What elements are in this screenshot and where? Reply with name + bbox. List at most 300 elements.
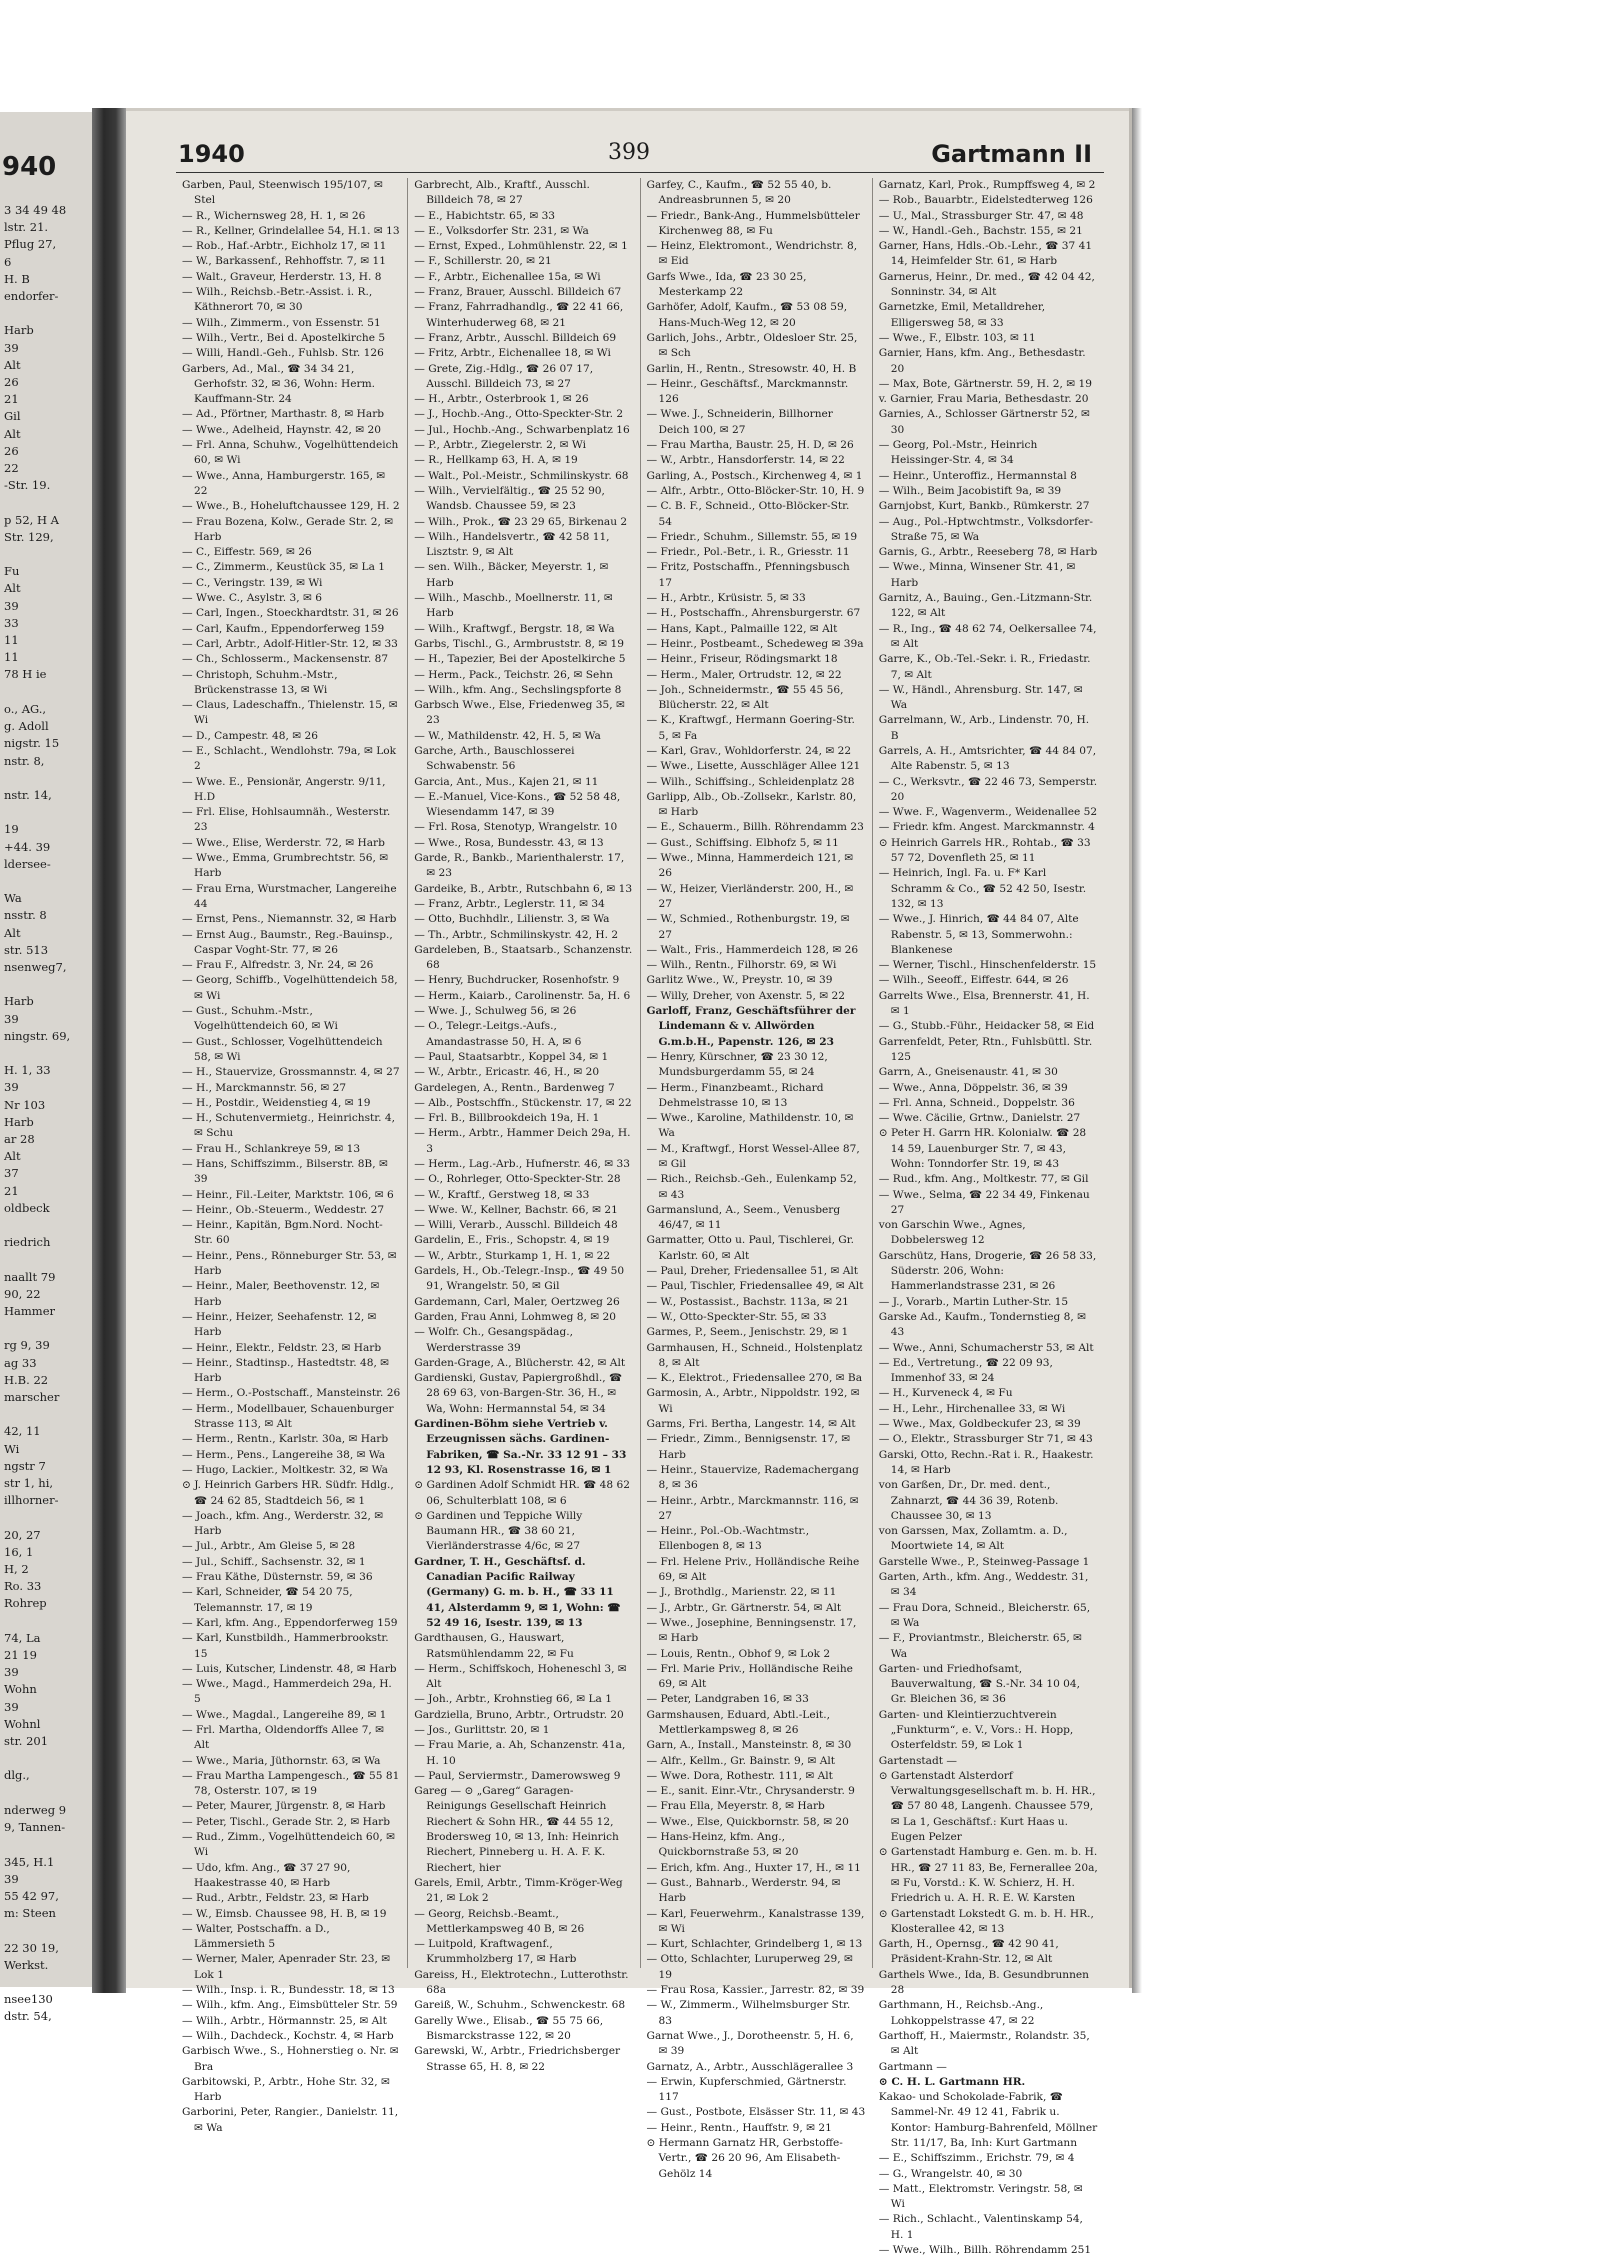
directory-entry: — Wwe., Lisette, Ausschläger Allee 121 [646, 760, 861, 773]
previous-page-line: nderweg 9 [4, 1802, 67, 1817]
directory-entry: Garmosin, A., Arbtr., Nippoldstr. 192, ✉ Wi [646, 1387, 860, 1415]
directory-entry: — F., Schillerstr. 20, ✉ 21 [414, 255, 552, 268]
directory-entry: Garms, Fri. Bertha, Langestr. 14, ✉ Alt [646, 1418, 856, 1431]
directory-entry: ⊙ Gardinen Adolf Schmidt HR. ☎ 48 62 06, Schulterblatt 108, ✉ 6 [414, 1479, 630, 1507]
book-gutter [92, 108, 126, 1993]
directory-entry: — R., Hellkamp 63, H. A, ✉ 19 [414, 454, 578, 467]
directory-entry: — Peter, Tischl., Gerade Str. 2, ✉ Harb [182, 1815, 390, 1828]
previous-page-line: ldersee- [4, 856, 51, 871]
directory-entry: Kakao- und Schokolade-Fabrik, ☎ Sammel-Nr. 49 12 41, Fabrik u. Kontor: Hamburg-Bahrenfeld, Möllner Str. 11/17, Ba, Inh: Kurt Gartmann [878, 2091, 1098, 2149]
directory-entry: — Alb., Postschffn., Stückenstr. 17, ✉ 22 [414, 1096, 632, 1109]
directory-entry: Garling, A., Postsch., Kirchenweg 4, ✉ 1 [646, 469, 863, 482]
directory-entry: — Wilh., Dachdeck., Kochstr. 4, ✉ Harb [182, 2029, 394, 2042]
directory-entry: — W., Postassist., Bachstr. 113a, ✉ 21 [646, 1295, 849, 1308]
directory-entry: Garbrecht, Alb., Kraftf., Ausschl. Billdeich 78, ✉ 27 [414, 179, 590, 207]
directory-entry: Garfey, C., Kaufm., ☎ 52 55 40, b. Andreasbrunnen 5, ✉ 20 [646, 179, 832, 207]
directory-entry: — Wilh., Prok., ☎ 23 29 65, Birkenau 2 [414, 515, 628, 528]
directory-entry: — Wilh., Handelsvertr., ☎ 42 58 11, Lisztstr. 9, ✉ Alt [414, 530, 610, 559]
directory-entry: — Wilh., Schiffsing., Schleidenplatz 28 [646, 775, 855, 788]
previous-page-line: 11 [4, 633, 19, 648]
directory-entry: — E., Schlacht., Wendlohstr. 79a, ✉ Lok 2 [182, 744, 397, 773]
directory-entry: — W., Handl.-Geh., Bachstr. 155, ✉ 21 [878, 224, 1083, 237]
directory-entry: — J., Vorarb., Martin Luther-Str. 15 [878, 1295, 1069, 1308]
previous-page-line: 345, H.1 [4, 1854, 55, 1869]
directory-entry: — Heinr., Fil.-Leiter, Marktstr. 106, ✉ 6 [182, 1188, 394, 1201]
directory-entry: — Rich., Reichsb.-Geh., Eulenkamp 52, ✉ 43 [646, 1173, 857, 1201]
directory-entry: — Hugo, Lackier., Moltkestr. 32, ✉ Wa [182, 1463, 388, 1476]
directory-entry: Garbsch Wwe., Else, Friedenweg 35, ✉ 23 [414, 699, 625, 727]
directory-entry: — Werner, Tischl., Hinschenfelderstr. 15 [878, 959, 1097, 972]
directory-entry: — Herm., O.-Postschaff., Mansteinstr. 26 [182, 1387, 401, 1400]
directory-entry: — Peter, Maurer, Jürgenstr. 8, ✉ Harb [182, 1800, 386, 1813]
directory-entry: — Jul., Hochb.-Ang., Schwarbenplatz 16 [414, 423, 630, 436]
directory-entry: Garthoff, H., Maiermstr., Rolandstr. 35, ✉ Alt [878, 2029, 1090, 2058]
directory-entry: — Wwe. Cäcilie, Grtnw., Danielstr. 27 [878, 1112, 1081, 1125]
directory-entry: — Willi, Handl.-Geh., Fuhlsb. Str. 126 [182, 347, 384, 360]
directory-entry: Garlin, H., Rentn., Stresowstr. 40, H. B [646, 362, 857, 375]
directory-entry: — Wolfr. Ch., Gesangspädag., Werderstrasse 39 [414, 1326, 573, 1354]
directory-entry: — Wwe., Anni, Schumacherstr 53, ✉ Alt [878, 1341, 1094, 1354]
directory-entry: — Frl. Martha, Oldendorffs Allee 7, ✉ Alt [182, 1723, 385, 1752]
directory-entry: — Frau Dora, Schneid., Bleicherstr. 65, ✉ Wa [878, 1601, 1091, 1629]
directory-entry: Garden-Grage, A., Blücherstr. 42, ✉ Alt [414, 1356, 626, 1369]
previous-page-line: str 1, hi, [4, 1476, 54, 1491]
directory-entry: — H., Stauervize, Grossmannstr. 4, ✉ 27 [182, 1066, 400, 1079]
directory-entry: Gardziella, Bruno, Arbtr., Ortrudstr. 20 [414, 1708, 624, 1721]
directory-entry: Garn, A., Install., Mansteinstr. 8, ✉ 30 [646, 1739, 852, 1752]
previous-page-line: Werkst. [4, 1957, 49, 1972]
previous-page-line: 20, 27 [4, 1527, 41, 1542]
directory-entry: — Rich., Schlacht., Valentinskamp 54, H. 1 [878, 2213, 1083, 2241]
directory-entry: — Wilh., Kraftwgf., Bergstr. 18, ✉ Wa [414, 622, 615, 635]
directory-entry: — Karl, kfm. Ang., Eppendorferweg 159 [182, 1616, 398, 1629]
directory-entry: von Garssen, Max, Zollamtm. a. D., Moortwiete 14, ✉ Alt [878, 1525, 1068, 1553]
directory-entry: — Jos., Gurlittstr. 20, ✉ 1 [414, 1723, 550, 1736]
directory-entry: — Rob., Haf.-Arbtr., Eichholz 17, ✉ 11 [182, 240, 387, 253]
directory-entry: — W., Kraftf., Gerstweg 18, ✉ 33 [414, 1188, 590, 1201]
directory-entry: — W., Schmied., Rothenburgstr. 19, ✉ 27 [646, 913, 850, 941]
directory-entry: Garthmann, H., Reichsb.-Ang., Lohkoppelstrasse 47, ✉ 22 [878, 1999, 1044, 2027]
directory-entry: — Wwe., Adelheid, Haynstr. 42, ✉ 20 [182, 423, 382, 436]
directory-entry: — H., Postdir., Weidenstieg 4, ✉ 19 [182, 1096, 371, 1109]
directory-entry: Garbitowski, P., Arbtr., Hohe Str. 32, ✉ Harb [182, 2075, 390, 2104]
previous-page-line: 39 [4, 1080, 19, 1095]
directory-entry: Garnier, Hans, kfm. Ang., Bethesdastr. 20 [878, 347, 1086, 375]
directory-entry: — Willi, Verarb., Ausschl. Billdeich 48 [414, 1219, 618, 1232]
previous-page-line [4, 1785, 92, 1802]
previous-page-line [4, 1217, 92, 1234]
directory-entry: — Heinr., Arbtr., Marckmannstr. 116, ✉ 27 [646, 1494, 859, 1522]
directory-entry: — Ed., Vertretung., ☎ 22 09 93, Immenhof 33, ✉ 24 [878, 1356, 1053, 1385]
directory-entry: — Karl, Feuerwehrm., Kanalstrasse 139, ✉ Wi [646, 1907, 865, 1935]
directory-entry: — Walt., Graveur, Herderstr. 13, H. 8 [182, 270, 382, 283]
directory-entry: — Gust., Schlosser, Vogelhüttendeich 58, ✉ Wi [182, 1035, 383, 1063]
directory-entry: — Ernst Aug., Baumstr., Reg.-Bauinsp., Caspar Voght-Str. 77, ✉ 26 [182, 928, 393, 956]
previous-page-line: 39 [4, 1699, 19, 1714]
previous-page-line: Alt [4, 357, 21, 372]
directory-entry: — Grete, Zig.-Hdlg., ☎ 26 07 17, Ausschl. Billdeich 73, ✉ 27 [414, 362, 594, 390]
previous-page-line: Alt [4, 1149, 21, 1164]
directory-entry: — Wilh., Maschb., Moellnerstr. 11, ✉ Harb [414, 592, 613, 620]
previous-page-line: endorfer- [4, 289, 59, 304]
directory-entry: — O., Rohrleger, Otto-Speckter-Str. 28 [414, 1173, 621, 1186]
previous-page-line: Gil [4, 409, 21, 424]
directory-entry: — Wwe., Elise, Werderstr. 72, ✉ Harb [182, 836, 385, 849]
directory-entry: — Herm., Pens., Langereihe 38, ✉ Wa [182, 1448, 386, 1461]
directory-entry: — Hans, Schiffszimm., Bilserstr. 8B, ✉ 39 [182, 1158, 388, 1186]
directory-entry: — Karl, Kunstbildh., Hammerbrookstr. 15 [182, 1632, 389, 1660]
directory-entry: — O., Telegr.-Leitgs.-Aufs., Amandastrasse 50, H. A, ✉ 6 [414, 1020, 582, 1048]
directory-entry: — Max, Bote, Gärtnerstr. 59, H. 2, ✉ 19 [878, 377, 1092, 390]
directory-entry: Garewski, W., Arbtr., Friedrichsberger Strasse 65, H. 8, ✉ 22 [414, 2045, 621, 2073]
previous-page-line: 22 30 19, [4, 1940, 59, 1955]
directory-entry: — C., Veringstr. 139, ✉ Wi [182, 576, 323, 589]
directory-entry: Garborini, Peter, Rangier., Danielstr. 11, ✉ Wa [182, 2106, 399, 2134]
previous-page-line [4, 1922, 92, 1939]
directory-entry: Gardienski, Gustav, Papiergroßhdl., ☎ 28 69 63, von-Bargen-Str. 36, H., ✉ Wa, Wohn: Hermannstal 54, ✉ 34 [414, 1372, 623, 1415]
directory-entry: Garstelle Wwe., P., Steinweg-Passage 1 [878, 1555, 1090, 1568]
previous-page-line: illhorner- [4, 1493, 59, 1508]
directory-entry: — Wilh., Rentn., Filhorstr. 69, ✉ Wi [646, 959, 837, 972]
directory-entry: — Wwe., Magdal., Langereihe 89, ✉ 1 [182, 1708, 387, 1721]
directory-entry: — W., Mathildenstr. 42, H. 5, ✉ Wa [414, 729, 601, 742]
page-number: 399 [608, 140, 650, 165]
directory-entry: Garnerus, Heinr., Dr. med., ☎ 42 04 42, Sonninstr. 34, ✉ Alt [878, 270, 1095, 299]
directory-entry: — W., Eimsb. Chaussee 98, H. B, ✉ 19 [182, 1907, 387, 1920]
previous-page-line: Harb [4, 994, 34, 1009]
directory-entry: — Heinr., Friseur, Rödingsmarkt 18 [646, 653, 838, 666]
directory-entry: — Heinr., Geschäftsf., Marckmannstr. 126 [646, 377, 849, 406]
directory-entry: Garnat Wwe., J., Dorotheenstr. 5, H. 6, ✉ 39 [646, 2029, 854, 2058]
directory-entry: — Wwe., Selma, ☎ 22 34 49, Finkenau 27 [878, 1188, 1090, 1216]
directory-entry: — H., Lehr., Hirchenallee 33, ✉ Wi [878, 1402, 1066, 1415]
directory-entry: — Wwe., F., Elbstr. 103, ✉ 11 [878, 331, 1036, 344]
previous-page-line [4, 1509, 92, 1526]
directory-entry: — H., Marckmannstr. 56, ✉ 27 [182, 1081, 347, 1094]
directory-entry: — F., Arbtr., Eichenallee 15a, ✉ Wi [414, 270, 601, 283]
directory-entry: — Wilh., kfm. Ang., Eimsbütteler Str. 59 [182, 1999, 398, 2012]
directory-entry: Garrn, A., Gneisenaustr. 41, ✉ 30 [878, 1066, 1058, 1079]
directory-entry: — Friedr., Pol.-Betr., i. R., Griesstr. 11 [646, 546, 850, 559]
previous-page-line: 74, La [4, 1630, 41, 1645]
directory-entry: Gardeike, B., Arbtr., Rutschbahn 6, ✉ 13 [414, 882, 633, 895]
directory-entry: Gareg — ⊙ „Gareg“ Garagen-Reinigungs Gesellschaft Heinrich Riechert & Sohn HR., ☎ 44 55 12, Brodersweg 10, ✉ 13, Inh: Heinrich Riechert, Pinneberg u. H. A. F. K. Riechert, hier [414, 1785, 619, 1874]
directory-entry: — J., Hochb.-Ang., Otto-Speckter-Str. 2 [414, 408, 624, 421]
directory-entry: — C. B. F., Schneid., Otto-Blöcker-Str. 54 [646, 500, 850, 528]
directory-columns [176, 178, 1104, 2257]
directory-entry: — Friedr., Bank-Ang., Hummelsbütteler Kirchenweg 88, ✉ Fu [646, 209, 860, 237]
directory-entry: — Wilh., Seeoff., Eiffestr. 644, ✉ 26 [878, 974, 1069, 987]
previous-page-line [4, 1750, 92, 1767]
directory-entry: Gardelin, E., Fris., Schopstr. 4, ✉ 19 [414, 1234, 610, 1247]
directory-entry: — Frau H., Schlankreye 59, ✉ 13 [182, 1142, 361, 1155]
directory-entry: — Frl. B., Billbrookdeich 19a, H. 1 [414, 1112, 600, 1125]
previous-page-line: dlg., [4, 1768, 30, 1783]
previous-page-line: Nr 103 [4, 1097, 46, 1112]
directory-entry: — Wwe., Rosa, Bundesstr. 43, ✉ 13 [414, 836, 604, 849]
directory-entry: — P., Arbtr., Ziegelerstr. 2, ✉ Wi [414, 439, 586, 452]
previous-page-line [4, 804, 92, 821]
directory-entry: Garelly Wwe., Elisab., ☎ 55 75 66, Bismarckstrasse 122, ✉ 20 [414, 2014, 604, 2042]
previous-page-line [4, 1251, 92, 1268]
directory-entry: Garmanslund, A., Seem., Venusberg 46/47, ✉ 11 [646, 1203, 841, 1232]
directory-entry: — C., Zimmerm., Keustück 35, ✉ La 1 [182, 561, 385, 574]
directory-entry: — Wwe., Minna, Hammerdeich 121, ✉ 26 [646, 852, 854, 880]
directory-entry: — Wwe., Maria, Jüthornstr. 63, ✉ Wa [182, 1754, 381, 1767]
previous-page-line: Rohrep [4, 1596, 47, 1611]
directory-entry: — E., Schiffszimm., Erichstr. 79, ✉ 4 [878, 2152, 1075, 2165]
previous-page-line: 21 [4, 1183, 19, 1198]
directory-entry: Gardthausen, G., Hauswart, Ratsmühlendamm 22, ✉ Fu [414, 1632, 574, 1660]
directory-entry: ⊙ Gartenstadt Hamburg e. Gen. m. b. H. HR., ☎ 27 11 83, Be, Fernerallee 20a, ✉ Fu, Vorstd.: K. W. Schierz, H. H. Friedrich u. A. H. R. E. W. Karsten [878, 1846, 1098, 1905]
directory-entry: — Georg, Schiffb., Vogelhüttendeich 58, ✉ Wi [182, 974, 398, 1002]
header-rule [176, 172, 1104, 173]
directory-entry: — Otto, Buchhdlr., Lilienstr. 3, ✉ Wa [414, 913, 610, 926]
directory-entry: Garlipp, Alb., Ob.-Zollsekr., Karlstr. 80, ✉ Harb [646, 790, 857, 819]
previous-page-line: nstr. 8, [4, 753, 45, 768]
directory-entry: — Wilh., Vervielfältig., ☎ 25 52 90, Wandsb. Chaussee 59, ✉ 23 [414, 484, 605, 513]
directory-entry: — Heinr., Postbeamt., Schedeweg ✉ 39a [646, 637, 864, 650]
directory-entry: — Wwe., Josephine, Benningsenstr. 17, ✉ Harb [646, 1616, 857, 1645]
previous-page-line [4, 1320, 92, 1337]
directory-entry: — Franz, Fahrradhandlg., ☎ 22 41 66, Winterhuderweg 68, ✉ 21 [414, 301, 624, 329]
previous-page-line: nigstr. 15 [4, 736, 60, 751]
directory-entry: von Garßen, Dr., Dr. med. dent., Zahnarzt, ☎ 44 36 39, Rotenb. Chaussee 30, ✉ 13 [878, 1479, 1059, 1522]
previous-page-line [4, 494, 92, 511]
directory-entry: — G., Wrangelstr. 40, ✉ 30 [878, 2167, 1023, 2180]
previous-page-line: m: Steen [4, 1906, 56, 1921]
previous-page-line: lstr. 21. [4, 220, 49, 235]
directory-entry: — Gust., Schiffsing. Elbhofz 5, ✉ 11 [646, 836, 839, 849]
directory-entry: Garbs, Tischl., G., Armbruststr. 8, ✉ 19 [414, 637, 625, 650]
directory-entry: Garlitz Wwe., W., Preystr. 10, ✉ 39 [646, 974, 833, 987]
directory-entry: — R., Kellner, Grindelallee 54, H.1. ✉ 13 [182, 224, 400, 237]
directory-entry: — Herm., Maler, Ortrudstr. 12, ✉ 22 [646, 668, 842, 681]
directory-entry: — Otto, Schlachter, Luruperweg 29, ✉ 19 [646, 1953, 853, 1981]
directory-entry: — Claus, Ladeschaffn., Thielenstr. 15, ✉ Wi [182, 699, 398, 727]
directory-entry: — Rob., Bauarbtr., Eidelstedterweg 126 [878, 194, 1093, 207]
directory-entry: — W., Händl., Ahrensburg. Str. 147, ✉ Wa [878, 683, 1083, 712]
directory-entry: Garnetzke, Emil, Metalldreher, Elligersweg 58, ✉ 33 [878, 301, 1046, 329]
directory-entry: — Heinr., Maler, Beethovenstr. 12, ✉ Harb [182, 1280, 380, 1308]
previous-page-line: nsstr. 8 [4, 908, 47, 923]
directory-entry: — M., Kraftwgf., Horst Wessel-Allee 87, ✉ Gil [646, 1142, 860, 1170]
directory-entry: — Wwe., Emma, Grumbrechtstr. 56, ✉ Harb [182, 852, 389, 880]
directory-entry: — Wwe. Dora, Rothestr. 111, ✉ Alt [646, 1769, 833, 1782]
directory-entry: — Wilh., Insp. i. R., Bundesstr. 18, ✉ 13 [182, 1984, 395, 1997]
directory-entry: Garthels Wwe., Ida, B. Gesundbrunnen 28 [878, 1968, 1090, 1997]
previous-page-line: H.B. 22 [4, 1372, 49, 1387]
directory-entry: Garnjobst, Kurt, Bankb., Rümkerstr. 27 [878, 500, 1090, 513]
directory-entry: Garnis, G., Arbtr., Reeseberg 78, ✉ Harb [878, 546, 1098, 559]
previous-page-line [4, 546, 92, 563]
directory-entry: — Wwe. E., Pensionär, Angerstr. 9/11, H.D [182, 775, 386, 803]
directory-entry: — Frl. Marie Priv., Holländische Reihe 69, ✉ Alt [646, 1662, 853, 1691]
previous-page-line: marscher [4, 1390, 60, 1405]
directory-entry: Garche, Arth., Bauschlosserei Schwabenstr. 56 [414, 744, 575, 773]
previous-page-line: 6 [4, 254, 12, 269]
directory-entry: — Wwe., Wilh., Billh. Röhrendamm 251 [878, 2244, 1092, 2257]
directory-entry: Garnitz, A., Bauing., Gen.-Litzmann-Str. 122, ✉ Alt [878, 592, 1093, 620]
directory-entry: — Ernst, Pens., Niemannstr. 32, ✉ Harb [182, 913, 397, 926]
directory-entry: — Herm., Kaiarb., Carolinenstr. 5a, H. 6 [414, 989, 631, 1002]
directory-entry: — R., Ing., ☎ 48 62 74, Oelkersallee 74, ✉ Alt [878, 622, 1097, 650]
directory-entry: — Wwe. W., Kellner, Bachstr. 66, ✉ 21 [414, 1203, 618, 1216]
column-3 [641, 178, 873, 2180]
directory-entry: — Wwe., J. Hinrich, ☎ 44 84 07, Alte Rabenstr. 5, ✉ 13, Sommerwohn.: Blankenese [878, 913, 1079, 956]
directory-entry: — Paul, Tischler, Friedensallee 49, ✉ Alt [646, 1280, 864, 1293]
directory-entry: — Heinr., Pens., Rönneburger Str. 53, ✉ Harb [182, 1249, 397, 1278]
directory-entry: ⊙ J. Heinrich Garbers HR. Südfr. Hdlg., ☎ 24 62 85, Stadtdeich 56, ✉ 1 [182, 1479, 394, 1507]
directory-entry: Garde, R., Bankb., Marienthalerstr. 17, ✉ 23 [414, 852, 625, 880]
directory-entry: — Wwe., B., Hoheluftchaussee 129, H. 2 [182, 500, 400, 513]
directory-entry: Garmes, P., Seem., Jenischstr. 29, ✉ 1 [646, 1326, 849, 1339]
directory-entry: — Herm., Lag.-Arb., Hufnerstr. 46, ✉ 33 [414, 1158, 631, 1170]
directory-entry: Garnies, A., Schlosser Gärtnerstr 52, ✉ 30 [878, 408, 1090, 436]
directory-entry: — H., Kurveneck 4, ✉ Fu [878, 1387, 1013, 1400]
directory-entry: — Louis, Rentn., Obhof 9, ✉ Lok 2 [646, 1647, 831, 1660]
directory-entry: Gartenstadt — [878, 1754, 957, 1767]
directory-entry: Gareiß, W., Schuhm., Schwenckestr. 68 [414, 1999, 626, 2012]
directory-entry: — Frau Marie, a. Ah, Schanzenstr. 41a, H. 10 [414, 1739, 626, 1767]
directory-entry: Garten, Arth., kfm. Ang., Weddestr. 31, ✉ 34 [878, 1571, 1089, 1599]
directory-entry: — W., Arbtr., Hansdorferstr. 14, ✉ 22 [646, 454, 845, 467]
directory-entry: — Frau F., Alfredstr. 3, Nr. 24, ✉ 26 [182, 959, 374, 972]
directory-entry: — Joh., Arbtr., Krohnstieg 66, ✉ La 1 [414, 1693, 612, 1706]
directory-entry: — J., Brothdlg., Marienstr. 22, ✉ 11 [646, 1586, 837, 1599]
directory-entry: — H., Arbtr., Krüsistr. 5, ✉ 33 [646, 592, 806, 605]
directory-entry: — Paul, Serviermstr., Damerowsweg 9 [414, 1769, 621, 1782]
previous-page-line: o., AG., [4, 701, 47, 716]
directory-entry: — Franz, Arbtr., Ausschl. Billdeich 69 [414, 331, 617, 344]
directory-entry: — K., Kraftwgf., Hermann Goering-Str. 5, ✉ Fa [646, 714, 855, 742]
directory-entry: — Herm., Pack., Teichstr. 26, ✉ Sehn [414, 668, 613, 681]
previous-page-line: nsee130 [4, 1992, 53, 2007]
previous-page-line: +44. 39 [4, 839, 51, 854]
directory-entry: — Herm., Modellbauer, Schauenburger Strasse 113, ✉ Alt [182, 1402, 394, 1431]
directory-entry: — Rud., Arbtr., Feldstr. 23, ✉ Harb [182, 1892, 369, 1905]
previous-page-line: str. 513 [4, 942, 49, 957]
previous-page-line: 39 [4, 1011, 19, 1026]
directory-entry: — E., Schauerm., Billh. Röhrendamm 23 [646, 821, 864, 834]
directory-entry: — Wilh., Zimmerm., von Essenstr. 51 [182, 316, 381, 329]
directory-entry: — Heinr., Unteroffiz., Hermannstal 8 [878, 469, 1077, 482]
previous-page-line: dstr. 54, [4, 2009, 52, 2024]
directory-entry: — Heinr., Kapitän, Bgm.Nord. Nocht-Str. 60 [182, 1219, 383, 1247]
directory-entry: — Georg, Reichsb.-Beamt., Mettlerkampsweg 40 B, ✉ 26 [414, 1907, 585, 1935]
directory-entry: — Alfr., Arbtr., Otto-Blöcker-Str. 10, H. 9 [646, 484, 865, 497]
directory-entry: — Gust., Schuhm.-Mstr., Vogelhüttendeich 60, ✉ Wi [182, 1005, 338, 1033]
previous-page-line: -Str. 19. [4, 478, 51, 493]
directory-entry: — U., Mal., Strassburger Str. 47, ✉ 48 [878, 209, 1084, 222]
directory-entry: — Alfr., Kellm., Gr. Bainstr. 9, ✉ Alt [646, 1754, 835, 1767]
directory-entry: — Herm., Schiffskoch, Hoheneschl 3, ✉ Alt [414, 1662, 627, 1691]
directory-page [126, 108, 1132, 2257]
directory-entry: — Hans, Kapt., Palmaille 122, ✉ Alt [646, 622, 838, 635]
directory-entry: — Gust., Postbote, Elsässer Str. 11, ✉ 43 [646, 2106, 866, 2119]
directory-entry: Garmatter, Otto u. Paul, Tischlerei, Gr. Karlstr. 60, ✉ Alt [646, 1234, 855, 1262]
directory-entry: — Frau Erna, Wurstmacher, Langereihe 44 [182, 882, 397, 910]
previous-page-line: 55 42 97, [4, 1888, 59, 1903]
directory-entry: Gartmann — [878, 2060, 947, 2073]
previous-page-line: riedrich [4, 1235, 51, 1250]
directory-entry: — Frl. Elise, Hohlsaumnäh., Westerstr. 23 [182, 806, 391, 834]
directory-entry: — Walter, Postschaffn. a D., Lämmersieth 5 [182, 1922, 330, 1951]
previous-page-line: 26 [4, 375, 19, 390]
directory-entry: — Udo, kfm. Ang., ☎ 37 27 90, Haakestrasse 40, ✉ Harb [182, 1861, 351, 1889]
directory-entry: — Heinr., Heizer, Seehafenstr. 12, ✉ Harb [182, 1310, 377, 1339]
previous-page-line [4, 976, 92, 993]
directory-entry: — Heinrich, Ingl. Fa. u. F* Karl Schramm & Co., ☎ 52 42 50, Isestr. 132, ✉ 13 [878, 867, 1087, 910]
directory-entry: — G., Stubb.-Führ., Heidacker 58, ✉ Eid [878, 1020, 1095, 1033]
previous-page-line: 21 [4, 392, 19, 407]
previous-page-line: Alt [4, 581, 21, 596]
column-4 [873, 178, 1104, 2257]
previous-page-line: Fu [4, 564, 20, 579]
directory-entry: Garske Ad., Kaufm., Tondernstieg 8, ✉ 43 [878, 1310, 1086, 1339]
directory-entry: von Garschin Wwe., Agnes, Dobbelersweg 12 [878, 1219, 1026, 1247]
previous-page-line: 90, 22 [4, 1286, 41, 1301]
previous-page-line: 39 [4, 340, 19, 355]
previous-page-line: p 52, H A [4, 512, 59, 527]
directory-entry: — Frau Bozena, Kolw., Gerade Str. 2, ✉ Harb [182, 515, 394, 543]
directory-entry: — Wilh., Reichsb.-Betr.-Assist. i. R., Käthnerort 70, ✉ 30 [182, 286, 373, 314]
directory-entry: — Wwe., Minna, Winsener Str. 41, ✉ Harb [878, 561, 1076, 589]
previous-page-line: 78 H ie [4, 667, 47, 682]
directory-entry: Gardelegen, A., Rentn., Bardenweg 7 [414, 1081, 615, 1094]
page-edge-shadow [1132, 108, 1142, 1993]
previous-page-line: Alt [4, 925, 21, 940]
previous-page-line: 22 [4, 461, 19, 476]
previous-page-line: Ro. 33 [4, 1579, 42, 1594]
directory-entry: Gardner, T. H., Geschäftsf. d. Canadian Pacific Railway (Germany) G. m. b. H., ☎ 33 11 41, Alsterdamm 9, ✉ 1, Wohn: ☎ 52 49 16, Isestr. 139, ✉ 13 [414, 1555, 621, 1629]
previous-page-line: 3 34 49 48 [4, 203, 67, 217]
previous-page-line: nstr. 14, [4, 787, 52, 802]
previous-page-line: rg 9, 39 [4, 1338, 50, 1353]
directory-entry: Garlich, Johs., Arbtr., Oldesloer Str. 25, ✉ Sch [646, 331, 858, 360]
directory-entry: — E., Habichtstr. 65, ✉ 33 [414, 209, 556, 222]
previous-page-number: 940 [2, 152, 57, 182]
directory-entry: — Wilh., Beim Jacobistift 9a, ✉ 39 [878, 484, 1062, 497]
directory-entry: — Frau Käthe, Düsternstr. 59, ✉ 36 [182, 1571, 373, 1584]
directory-entry: ⊙ Peter H. Garrn HR. Kolonialw. ☎ 28 14 59, Lauenburger Str. 7, ✉ 43, Wohn: Tonndorfer Str. 19, ✉ 43 [878, 1127, 1087, 1170]
directory-entry: Garth, H., Opernsg., ☎ 42 90 41, Präsident-Krahn-Str. 12, ✉ Alt [878, 1938, 1059, 1966]
directory-entry: — W., Arbtr., Sturkamp 1, H. 1, ✉ 22 [414, 1249, 611, 1262]
previous-page-line [4, 1406, 92, 1423]
directory-entry: — E., Volksdorfer Str. 231, ✉ Wa [414, 224, 589, 237]
previous-page-line: 9, Tannen- [4, 1820, 66, 1835]
directory-entry: — W., Barkassenf., Rehhoffstr. 7, ✉ 11 [182, 255, 386, 268]
directory-entry: — Th., Arbtr., Schmilinskystr. 42, H. 2 [414, 928, 619, 941]
directory-entry: — W., Zimmerm., Wilhelmsburger Str. 83 [646, 1999, 851, 2027]
previous-page-line: ar 28 [4, 1131, 35, 1146]
directory-entry: Garrenfeldt, Peter, Rtn., Fuhlsbüttl. Str. 125 [878, 1035, 1093, 1063]
directory-entry: — Erwin, Kupferschmied, Gärtnerstr. 117 [646, 2075, 847, 2104]
page-header [126, 140, 1132, 172]
previous-page-line: Alt [4, 426, 21, 441]
directory-entry: — W., Arbtr., Ericastr. 46, H., ✉ 20 [414, 1066, 600, 1079]
directory-entry: — Georg, Pol.-Mstr., Heinrich Heissinger-Str. 4, ✉ 34 [878, 439, 1038, 467]
directory-entry: — Heinr., Pol.-Ob.-Wachtmstr., Ellenbogen 8, ✉ 13 [646, 1525, 810, 1553]
directory-entry: — Herm., Rentn., Karlstr. 30a, ✉ Harb [182, 1433, 389, 1446]
directory-entry: Garten- und Kleintierzuchtverein „Funkturm“, e. V., Vors.: H. Hopp, Osterfeldstr. 59, ✉ Lok 1 [878, 1708, 1074, 1752]
directory-entry: Gardeleben, B., Staatsarb., Schanzenstr. 68 [414, 943, 633, 972]
directory-entry: Garrelts Wwe., Elsa, Brennerstr. 41, H. ✉ 1 [878, 989, 1090, 1018]
directory-entry: — Frau Martha, Baustr. 25, H. D, ✉ 26 [646, 439, 854, 452]
directory-entry: — Frl. Anna, Schuhw., Vogelhüttendeich 60, ✉ Wi [182, 439, 399, 467]
directory-entry: — Herm., Arbtr., Hammer Deich 29a, H. 3 [414, 1127, 631, 1155]
previous-page-line: 39 [4, 1871, 19, 1886]
